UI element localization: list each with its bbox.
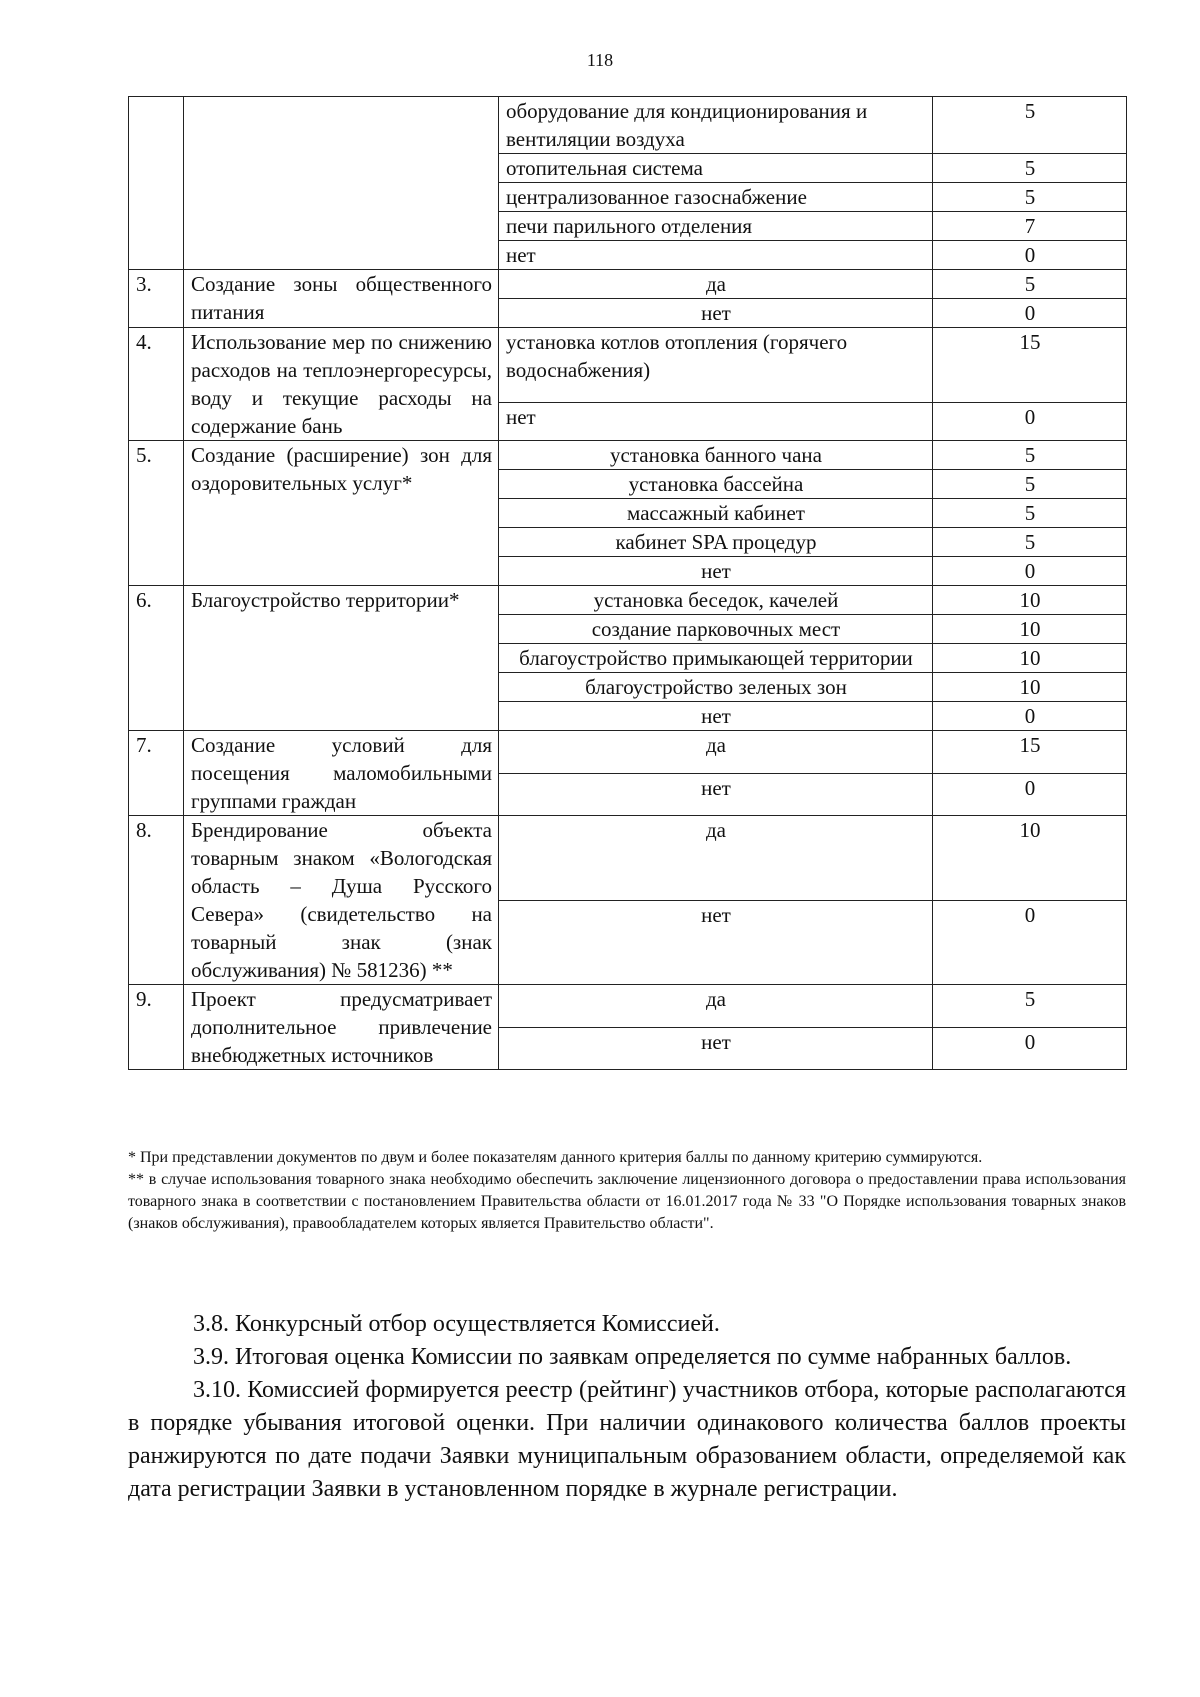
indicator-value: создание парковочных мест: [499, 615, 933, 644]
indicator-points: 15: [933, 731, 1127, 774]
indicator-value: благоустройство примыкающей территории: [499, 644, 933, 673]
body-text: [128, 1308, 1126, 1506]
criterion-number: 6.: [129, 586, 184, 731]
table-row: [129, 97, 1127, 154]
indicator-points: 0: [933, 299, 1127, 328]
indicator-value: нет: [499, 1027, 933, 1070]
criterion-number: 3.: [129, 270, 184, 328]
indicator-value: нет: [499, 557, 933, 586]
indicator-value: да: [499, 731, 933, 774]
criterion-name: Создание условий для посещения маломобильными группами граждан: [184, 731, 499, 816]
criterion-name: Брендирование объекта товарным знаком «Вологодская область – Душа Русского Севера» (свидетельство на товарный знак (знак обслуживания) № 581236) **: [184, 816, 499, 985]
indicator-points: 10: [933, 816, 1127, 901]
indicator-value: нет: [499, 402, 933, 440]
indicator-value: отопительная система: [499, 154, 933, 183]
table-row: [129, 586, 1127, 615]
indicator-value: централизованное газоснабжение: [499, 183, 933, 212]
indicator-points: 10: [933, 586, 1127, 615]
indicator-value: да: [499, 985, 933, 1028]
indicator-points: 5: [933, 183, 1127, 212]
indicator-points: 5: [933, 441, 1127, 470]
indicator-points: 0: [933, 557, 1127, 586]
indicator-value: установка бассейна: [499, 470, 933, 499]
criterion-number: 7.: [129, 731, 184, 816]
footnote-double-asterisk: ** в случае использования товарного знака необходимо обеспечить заключение лицензионного договора о предоставлении права использования товарного знака в соответствии с постановлением Правительства области от 16.01.2017 года № 33 "О Порядке использования товарных знаков (знаков обслуживания), правообладателем которых является Правительство области".: [128, 1171, 1126, 1232]
criterion-number: 9.: [129, 985, 184, 1070]
indicator-points: 5: [933, 985, 1127, 1028]
indicator-points: 10: [933, 644, 1127, 673]
indicator-points: 0: [933, 773, 1127, 816]
indicator-points: 0: [933, 1027, 1127, 1070]
indicator-points: 5: [933, 499, 1127, 528]
criteria-table-body: [129, 97, 1127, 1070]
indicator-points: 5: [933, 154, 1127, 183]
indicator-value: нет: [499, 241, 933, 270]
indicator-value: массажный кабинет: [499, 499, 933, 528]
paragraph-3-8: 3.8. Конкурсный отбор осуществляется Комиссией.: [193, 1311, 720, 1337]
criterion-name: Использование мер по снижению расходов на теплоэнергоресурсы, воду и текущие расходы на содержание бань: [184, 328, 499, 441]
criterion-number: 8.: [129, 816, 184, 985]
table-row: [129, 731, 1127, 774]
criterion-name: Создание зоны общественного питания: [184, 270, 499, 328]
indicator-points: 10: [933, 673, 1127, 702]
indicator-value: да: [499, 816, 933, 901]
indicator-value: нет: [499, 900, 933, 985]
indicator-value: установка банного чана: [499, 441, 933, 470]
criterion-number: 4.: [129, 328, 184, 441]
table-row: [129, 328, 1127, 403]
table-row: [129, 816, 1127, 901]
criterion-name: [184, 97, 499, 270]
indicator-points: 0: [933, 900, 1127, 985]
indicator-points: 0: [933, 402, 1127, 440]
footnote-single-asterisk: * При представлении документов по двум и более показателям данного критерия баллы по данному критерию суммируются.: [128, 1149, 983, 1166]
indicator-value: установка котлов отопления (горячего водоснабжения): [499, 328, 933, 403]
indicator-value: нет: [499, 702, 933, 731]
indicator-value: да: [499, 270, 933, 299]
indicator-value: нет: [499, 773, 933, 816]
criterion-name: Создание (расширение) зон для оздоровительных услуг*: [184, 441, 499, 586]
indicator-points: 5: [933, 97, 1127, 154]
indicator-value: кабинет SPA процедур: [499, 528, 933, 557]
paragraph-3-9: 3.9. Итоговая оценка Комиссии по заявкам определяется по сумме набранных баллов.: [193, 1344, 1072, 1370]
table-row: [129, 985, 1127, 1028]
criterion-name: Проект предусматривает дополнительное привлечение внебюджетных источников: [184, 985, 499, 1070]
indicator-value: нет: [499, 299, 933, 328]
indicator-value: благоустройство зеленых зон: [499, 673, 933, 702]
footnotes: [128, 1147, 1126, 1235]
indicator-points: 15: [933, 328, 1127, 403]
criterion-number: 5.: [129, 441, 184, 586]
indicator-value: установка беседок, качелей: [499, 586, 933, 615]
indicator-points: 5: [933, 270, 1127, 299]
indicator-points: 0: [933, 241, 1127, 270]
indicator-value: печи парильного отделения: [499, 212, 933, 241]
indicator-points: 5: [933, 470, 1127, 499]
indicator-points: 0: [933, 702, 1127, 731]
indicator-points: 7: [933, 212, 1127, 241]
indicator-value: оборудование для кондиционирования и вентиляции воздуха: [499, 97, 933, 154]
table-row: [129, 270, 1127, 299]
table-row: [129, 441, 1127, 470]
criterion-number: [129, 97, 184, 270]
page-number: 118: [586, 50, 614, 70]
indicator-points: 10: [933, 615, 1127, 644]
paragraph-3-10: 3.10. Комиссией формируется реестр (рейтинг) участников отбора, которые располагаются в порядке убывания итоговой оценки. При наличии одинакового количества баллов проекты ранжируются по дате подачи Заявки муниципальным образованием области, определяемой как дата регистрации Заявки в установленном порядке в журнале регистрации.: [128, 1377, 1126, 1502]
criteria-table: [128, 96, 1127, 1070]
indicator-points: 5: [933, 528, 1127, 557]
criterion-name: Благоустройство территории*: [184, 586, 499, 731]
